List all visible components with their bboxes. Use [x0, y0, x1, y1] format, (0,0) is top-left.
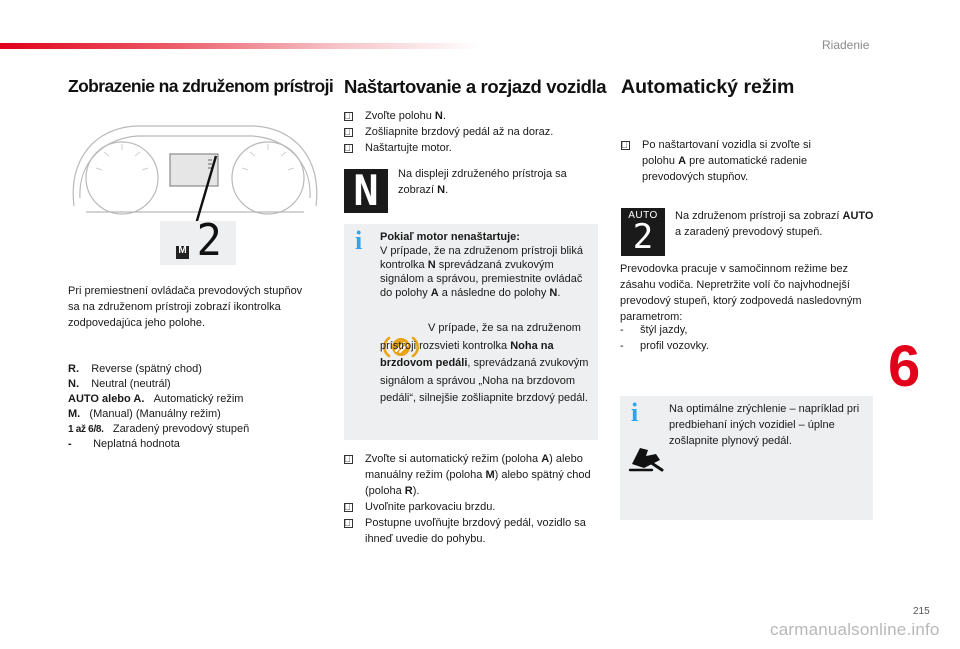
info-icon: i	[355, 226, 363, 255]
brake-warning-text: V prípade, že sa na združenom prístroji rozsvieti kontrolka Noha na brzdovom pedáli, sprevádzaná zvukovým signálom a správou „Noha na brzdovom pedáli“, silnejšie zošliapnite brzdový pedál.	[380, 322, 589, 404]
header-accent-bar	[0, 43, 480, 49]
legend-item-auto: AUTO alebo A. Automatický režim	[68, 393, 244, 405]
checkbox-icon	[344, 519, 353, 528]
neutral-display-text: Na displeji združeného prístroja sa zobrazí N.	[398, 168, 567, 196]
neutral-display-icon	[344, 166, 388, 215]
right-paragraph: Prevodovka pracuje v samočinnom režime bez zásahu vodiča. Nepretržite volí čo najvhodnejší prevodový stupeň, ktorý zodpovedá nasledovným parametrom:	[620, 263, 862, 323]
right-title: Automatický režim	[621, 76, 795, 98]
left-paragraph: Pri premiestnení ovládača prevodových stupňov sa na združenom prístroji zobrazí ikontrolka zodpovedajúca jeho polohe.	[68, 285, 303, 329]
legend-list	[68, 362, 328, 452]
watermark: carmanualsonline.info	[770, 620, 940, 639]
checkbox-icon	[344, 128, 353, 137]
gear-display-closeup	[160, 215, 236, 266]
checkbox-icon	[344, 112, 353, 121]
start-step: Zvoľte polohu N.	[343, 108, 593, 124]
drive-step: Zvoľte si automatický režim (poloha A) alebo manuálny režim (poloha M) alebo spätný chod (poloha R).	[343, 451, 597, 499]
auto-display-text: Na združenom prístroji sa zobrazí AUTO a zaradený prevodový stupeň.	[675, 210, 874, 238]
tip-box	[620, 396, 873, 520]
auto-step: Po naštartovaní vozidla si zvoľte si polohu A pre automatické radenie prevodových stupňov.	[620, 137, 835, 185]
legend-item-gears: 1 až 6/8. Zaradený prevodový stupeň	[68, 423, 250, 435]
checkbox-icon	[344, 455, 353, 464]
start-step: Zošliapnite brzdový pedál až na doraz.	[343, 124, 593, 140]
legend-item-invalid: - Neplatná hodnota	[68, 438, 180, 450]
start-steps-list	[343, 108, 593, 156]
left-title: Zobrazenie na združenom prístroji	[68, 76, 334, 96]
checkbox-icon	[621, 141, 630, 150]
auto-steps-list	[620, 137, 835, 185]
checkbox-icon	[344, 503, 353, 512]
auto-gear-digit: 2	[632, 217, 654, 257]
section-label: Riadenie	[822, 38, 870, 52]
accelerator-pedal-icon	[626, 440, 666, 474]
info-icon: i	[631, 398, 639, 427]
auto-display-icon	[621, 208, 665, 256]
legend-item-m: M. (Manual) (Manuálny režim)	[68, 408, 221, 420]
auto-label: AUTO	[628, 210, 658, 221]
info-box-body: Pokiaľ motor nenaštartuje: V prípade, že na združenom prístroji bliká kontrolka N sprevádzaná zvukovým signálom a správou, premiestnite ovládač do polohy A a následne do polohy N.	[380, 231, 583, 299]
legend-item-n: N. Neutral (neutrál)	[68, 378, 171, 390]
param-item: - štýl jazdy,	[620, 324, 688, 336]
drive-steps-list	[343, 451, 597, 547]
param-item: - profil vozovky.	[620, 340, 709, 352]
gear-digit: 2	[196, 215, 222, 266]
info-box-engine-not-start	[344, 224, 598, 440]
middle-title: Naštartovanie a rozjazd vozidla	[344, 76, 607, 97]
params-list	[620, 322, 870, 354]
drive-step: Uvoľnite parkovaciu brzdu.	[343, 499, 597, 515]
page-number: 215	[913, 606, 930, 617]
mode-letter: M	[178, 245, 187, 256]
start-step: Naštartujte motor.	[343, 140, 593, 156]
info-box-title: Pokiaľ motor nenaštartuje:	[380, 231, 520, 243]
neutral-letter: N	[353, 166, 379, 215]
checkbox-icon	[344, 144, 353, 153]
legend-item-r: R. Reverse (spätný chod)	[68, 363, 202, 375]
drive-step: Postupne uvoľňujte brzdový pedál, vozidlo sa ihneď uvedie do pohybu.	[343, 515, 597, 547]
tip-text: Na optimálne zrýchlenie – napríklad pri predbiehaní iných vozidiel – úplne zošlapnite plynový pedál.	[669, 403, 860, 447]
chapter-number: 6	[888, 334, 921, 399]
